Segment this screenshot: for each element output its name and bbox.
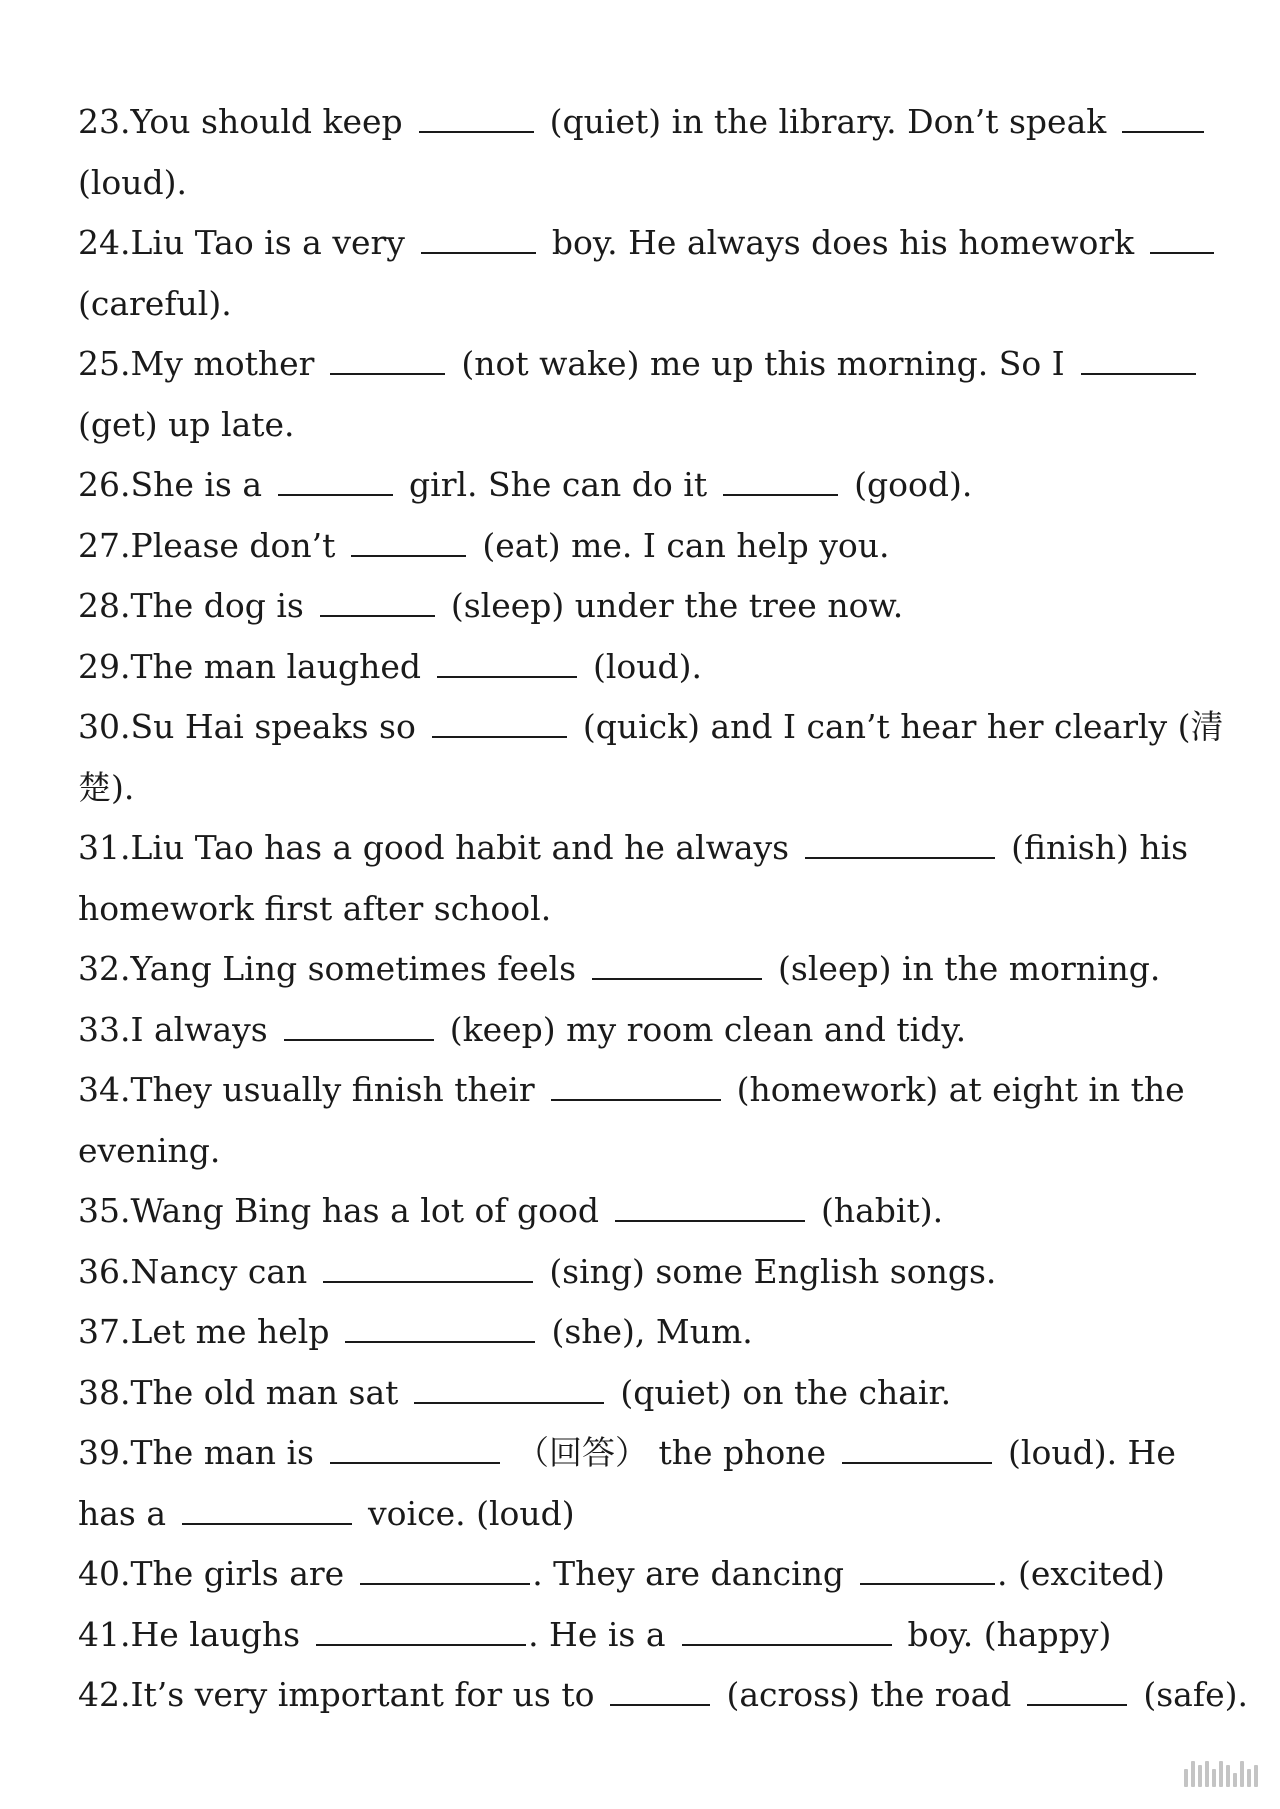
question-line	[78, 1363, 1208, 1424]
answer-blank[interactable]	[592, 950, 762, 980]
question-text: (good).	[854, 465, 973, 504]
question-text: (eat) me. I can help you.	[482, 525, 890, 565]
question-line	[78, 818, 1208, 879]
question-text: (keep) my room clean and tidy.	[449, 1009, 967, 1049]
question-line	[78, 758, 1208, 819]
question-text: Su Hai speaks so	[130, 707, 416, 746]
question-number: 38.	[78, 1372, 131, 1412]
question-text: (loud).	[78, 162, 188, 202]
question-text: The dog is	[130, 586, 304, 625]
answer-blank[interactable]	[723, 466, 838, 496]
question-line	[78, 1605, 1208, 1666]
question-number: 41.	[78, 1614, 131, 1654]
question-line	[78, 334, 1208, 395]
answer-blank[interactable]	[421, 224, 536, 254]
question-line	[78, 576, 1208, 637]
question-line	[78, 1484, 1208, 1545]
question-text: Let me help	[130, 1312, 330, 1351]
question-text: (loud). He	[1008, 1433, 1176, 1472]
question-number: 36.	[78, 1251, 131, 1291]
question-text: (sleep) in the morning.	[778, 949, 1161, 988]
answer-blank[interactable]	[610, 1676, 710, 1706]
question-text: Liu Tao is a very	[130, 223, 405, 262]
answer-blank[interactable]	[316, 1616, 526, 1646]
answer-blank[interactable]	[1027, 1676, 1127, 1706]
question-number: 27.	[78, 525, 131, 565]
question-text: Nancy can	[130, 1251, 308, 1291]
question-text: . (excited)	[997, 1554, 1165, 1593]
question-text: The man laughed	[130, 646, 421, 686]
question-text: I always	[130, 1009, 268, 1049]
question-text: (sleep) under the tree now.	[450, 586, 904, 625]
question-line	[78, 939, 1208, 1000]
question-line	[78, 1000, 1208, 1061]
question-text: (loud).	[593, 646, 703, 686]
question-text: voice. (loud)	[368, 1493, 575, 1533]
question-text: (quick) and I can’t hear her clearly (清	[582, 707, 1224, 746]
question-text: Wang Bing has a lot of good	[130, 1191, 599, 1230]
question-text: Please don’t	[130, 525, 336, 565]
question-line	[78, 516, 1208, 577]
question-number: 29.	[78, 646, 131, 686]
question-number: 32.	[78, 949, 131, 988]
answer-blank[interactable]	[615, 1192, 805, 1222]
answer-blank[interactable]	[360, 1555, 530, 1585]
question-number: 34.	[78, 1070, 131, 1109]
question-text: It’s very important for us to	[130, 1675, 595, 1714]
answer-blank[interactable]	[805, 829, 995, 859]
answer-blank[interactable]	[330, 1434, 500, 1464]
question-line	[78, 213, 1208, 274]
question-line	[78, 1665, 1248, 1726]
question-text: . He is a	[528, 1614, 666, 1654]
answer-blank[interactable]	[351, 527, 466, 557]
answer-blank[interactable]	[1150, 224, 1214, 254]
question-text: (quiet) on the chair.	[620, 1372, 952, 1412]
question-text: They usually finish their	[130, 1070, 535, 1109]
answer-blank[interactable]	[323, 1253, 533, 1283]
question-text: (finish) his	[1011, 828, 1189, 867]
question-text: 楚).	[78, 767, 135, 807]
question-text: evening.	[78, 1130, 221, 1170]
watermark-barcode-icon	[1184, 1761, 1258, 1787]
question-line	[78, 274, 1208, 335]
question-text: He laughs	[130, 1614, 301, 1654]
question-text: The man is	[130, 1433, 314, 1472]
worksheet	[78, 92, 1248, 1726]
question-line	[78, 1181, 1208, 1242]
question-number: 37.	[78, 1312, 131, 1351]
question-line	[78, 455, 1208, 516]
question-number: 42.	[78, 1675, 131, 1714]
question-text: (not wake) me up this morning. So I	[461, 344, 1065, 383]
question-line	[78, 1544, 1208, 1605]
question-line	[78, 697, 1224, 758]
question-line	[78, 879, 1208, 940]
question-text: Yang Ling sometimes feels	[130, 949, 577, 988]
question-text: . They are dancing	[532, 1554, 845, 1593]
answer-blank[interactable]	[320, 587, 435, 617]
answer-blank[interactable]	[419, 103, 534, 133]
question-text: She is a	[130, 465, 263, 504]
question-text: has a	[78, 1493, 167, 1533]
question-number: 31.	[78, 828, 131, 867]
answer-blank[interactable]	[414, 1374, 604, 1404]
question-number: 33.	[78, 1009, 131, 1049]
question-text: boy. (happy)	[907, 1614, 1112, 1654]
question-line	[78, 1242, 1208, 1303]
question-number: 40.	[78, 1554, 131, 1593]
question-line	[78, 1423, 1208, 1484]
answer-blank[interactable]	[551, 1071, 721, 1101]
question-line	[78, 1060, 1208, 1121]
question-number: 35.	[78, 1191, 131, 1230]
question-text: (she), Mum.	[551, 1312, 753, 1351]
question-number: 26.	[78, 465, 131, 504]
answer-blank[interactable]	[330, 345, 445, 375]
question-text: (habit).	[821, 1191, 944, 1230]
question-number: 28.	[78, 586, 131, 625]
question-text: (across) the road	[726, 1675, 1012, 1714]
answer-blank[interactable]	[1122, 103, 1204, 133]
question-text: My mother	[130, 344, 315, 383]
answer-blank[interactable]	[278, 466, 393, 496]
question-text: (safe).	[1143, 1675, 1248, 1714]
question-text: (sing) some English songs.	[549, 1251, 997, 1291]
answer-blank[interactable]	[682, 1616, 892, 1646]
question-text: boy. He always does his homework	[551, 223, 1135, 262]
question-line	[78, 637, 1208, 698]
question-text: girl. She can do it	[409, 465, 708, 504]
question-number: 25.	[78, 344, 131, 383]
question-number: 39.	[78, 1433, 131, 1472]
question-text: （回答） the phone	[515, 1433, 827, 1472]
question-line	[78, 395, 1208, 456]
answer-blank[interactable]	[432, 708, 567, 738]
question-text: (homework) at eight in the	[736, 1070, 1185, 1109]
question-text: (quiet) in the library. Don’t speak	[549, 102, 1107, 141]
question-line	[78, 153, 1208, 214]
answer-blank[interactable]	[345, 1313, 535, 1343]
answer-blank[interactable]	[860, 1555, 995, 1585]
answer-blank[interactable]	[437, 648, 577, 678]
question-line	[78, 92, 1208, 153]
answer-blank[interactable]	[284, 1011, 434, 1041]
answer-blank[interactable]	[182, 1495, 352, 1525]
question-text: You should keep	[130, 102, 403, 141]
question-text: homework first after school.	[78, 888, 552, 928]
question-text: Liu Tao has a good habit and he always	[130, 828, 790, 867]
question-number: 23.	[78, 102, 131, 141]
answer-blank[interactable]	[1081, 345, 1196, 375]
question-number: 24.	[78, 223, 131, 262]
question-text: The girls are	[130, 1554, 345, 1593]
question-text: The old man sat	[130, 1372, 399, 1412]
question-text: (careful).	[78, 283, 232, 323]
answer-blank[interactable]	[842, 1434, 992, 1464]
question-number: 30.	[78, 707, 131, 746]
question-line	[78, 1302, 1208, 1363]
question-text: (get) up late.	[78, 404, 295, 444]
question-line	[78, 1121, 1208, 1182]
